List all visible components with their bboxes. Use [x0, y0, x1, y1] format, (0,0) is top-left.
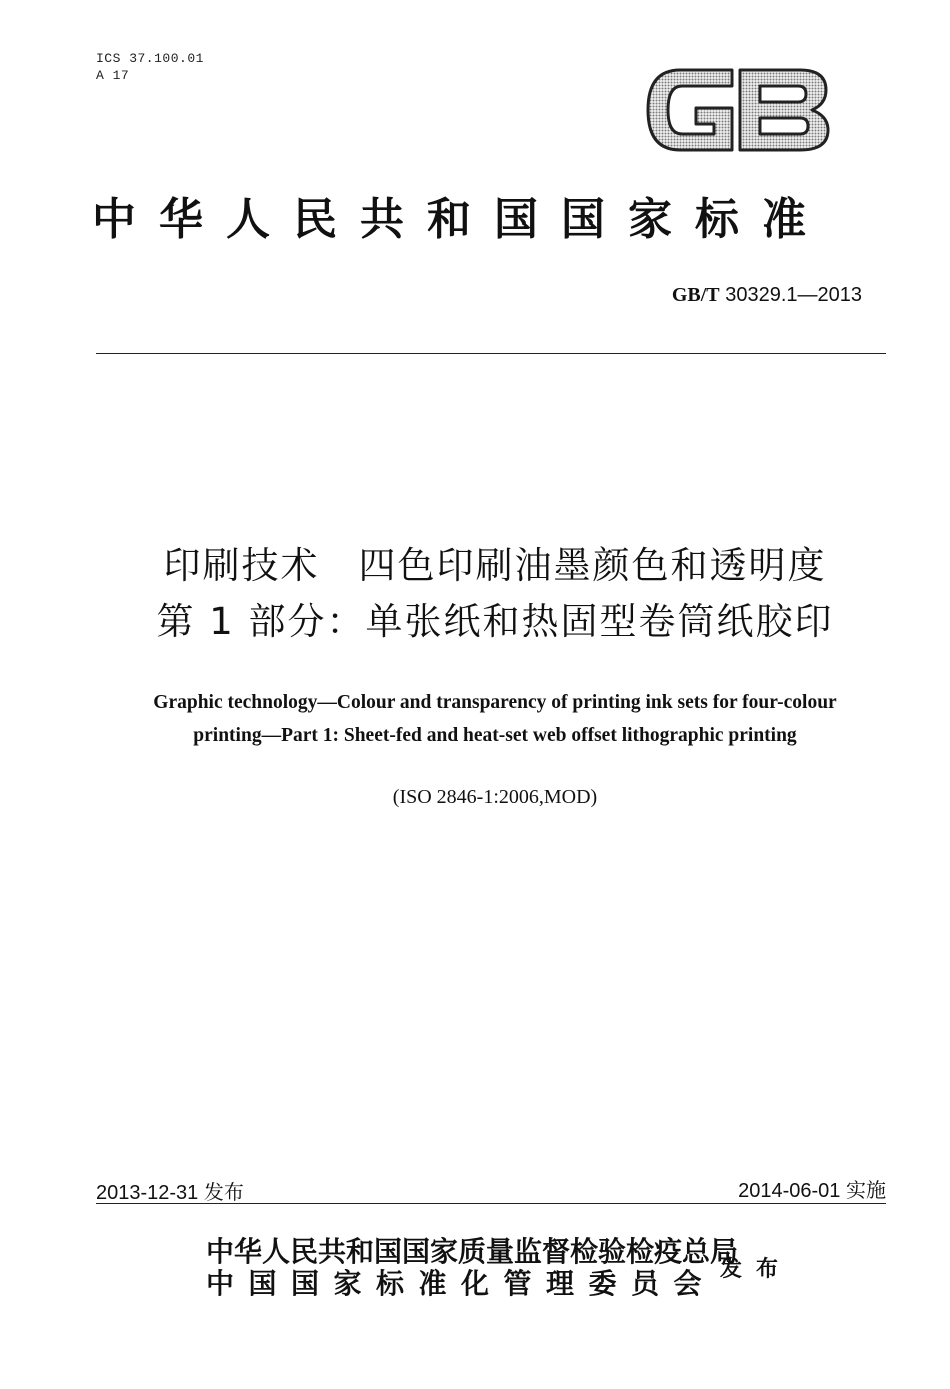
footer-divider [96, 1203, 886, 1204]
english-title [60, 686, 930, 752]
classification-codes [96, 50, 204, 84]
english-title-line-2: printing—Part 1: Sheet-fed and heat-set web offset lithographic printing [193, 725, 797, 746]
ccs-code: A 17 [96, 68, 130, 83]
header-divider [96, 353, 886, 354]
chinese-title-line-1: 印刷技术 四色印刷油墨颜色和透明度 [163, 544, 827, 587]
publish-label: 发布 [720, 1256, 793, 1282]
english-title-line-1: Graphic technology—Colour and transparency of printing ink sets for four-colour [153, 692, 837, 713]
standard-code: GB/T [671, 284, 720, 306]
national-standard-title: 中华人民共和国国家标准 [92, 194, 829, 245]
implementation-date: 2014-06-01 实施 [738, 1180, 886, 1202]
chinese-title [60, 538, 930, 650]
issuing-authorities [206, 1236, 738, 1300]
issuer-sac: 中国国家标准化管理委员会 [206, 1267, 717, 1300]
standard-number [672, 284, 862, 307]
gb-logo [640, 60, 832, 160]
issue-date: 2013-12-31 发布 [96, 1182, 244, 1204]
ics-code: ICS 37.100.01 [96, 51, 204, 66]
issuer-aqsiq: 中华人民共和国国家质量监督检验检疫总局 [206, 1235, 739, 1268]
chinese-title-line-2: 第 1 部分：单张纸和热固型卷筒纸胶印 [156, 600, 834, 643]
standard-number-value: 30329.1—2013 [725, 284, 862, 306]
iso-reference: (ISO 2846-1:2006,MOD) [392, 786, 598, 808]
gb-logo-icon [640, 60, 832, 160]
